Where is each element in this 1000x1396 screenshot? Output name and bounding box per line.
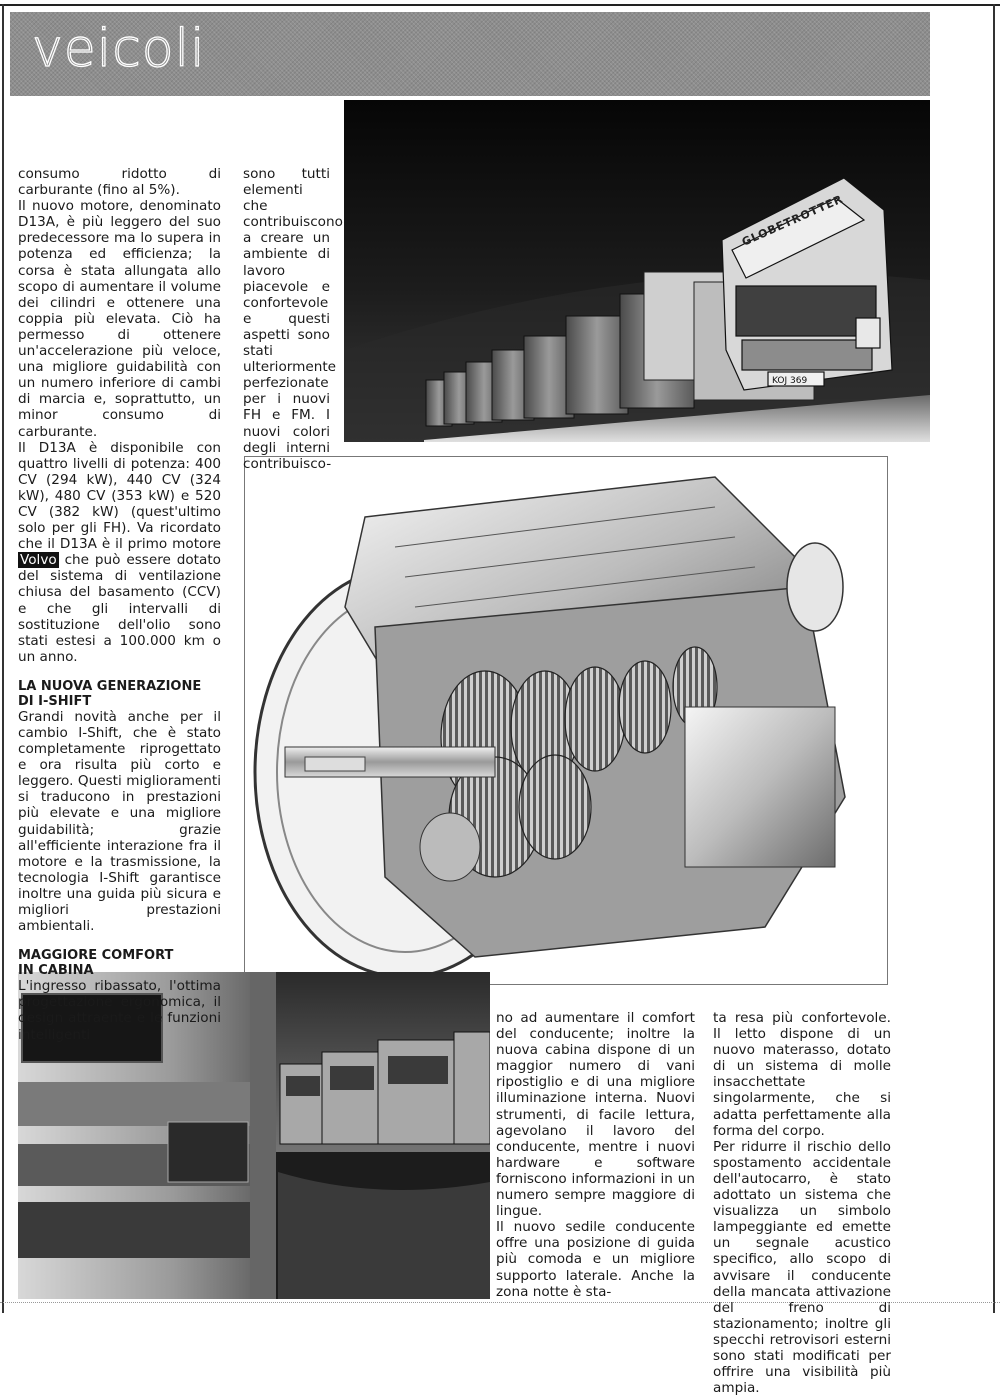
text-column-4 bbox=[713, 1010, 891, 1396]
paragraph bbox=[18, 440, 221, 665]
text-column-2 bbox=[243, 166, 343, 472]
truck-plate-text: KOJ 369 bbox=[772, 376, 808, 386]
section-banner bbox=[10, 12, 930, 96]
truck-visor-lettering: GLOBETROTTER bbox=[739, 192, 846, 249]
text-column-1 bbox=[18, 166, 221, 1043]
paragraph: Il nuovo sedile conducente offre una posizione di guida più comoda e un migliore supporto laterale. Anche la zona notte è sta- bbox=[496, 1219, 695, 1300]
subheading-ishift bbox=[18, 679, 221, 709]
gearbox-cutaway-photo bbox=[244, 456, 888, 985]
paragraph: sono tutti elementi che contribuiscono a creare un ambiente di lavoro piacevole e confortevole e questi aspetti sono stati ulteriormente perfezionate per i nuovi FH e FM. I nuovi colori degli interni contribuisco- bbox=[243, 166, 343, 472]
paragraph: consumo ridotto di carburante (fino al 5%). bbox=[18, 166, 221, 199]
spacer bbox=[18, 665, 221, 679]
paragraph: L'ingresso ribassato, l'ottima progettazione ergonomica, il design attraente e le funzioni intelligenti bbox=[18, 978, 221, 1043]
text-span: Il D13A è disponibile con quattro livelli di potenza: 400 CV (294 kW), 440 CV (324 kW), 480 CV (353 kW) e 520 CV (382 kW) (quest'ultimo solo per gli FH). Va ricordato che il D13A è il primo motore bbox=[18, 439, 221, 553]
text-column-3 bbox=[496, 1010, 695, 1300]
page-frame-top bbox=[0, 4, 1000, 6]
subheading-line: DI I-SHIFT bbox=[18, 693, 92, 709]
paragraph: ta resa più confortevole. Il letto dispone di un nuovo materasso, dotato di un sistema di molle insacchettate singolarmente, che si adatta perfettamente alla forma del corpo. bbox=[713, 1010, 891, 1139]
page-frame-left bbox=[2, 4, 4, 1313]
brand-highlight: Volvo bbox=[20, 552, 57, 569]
paragraph: Per ridurre il rischio dello spostamento accidentale dell'autocarro, è stato adottato un sistema che visualizza un simbolo lampeggiante ed emette un segnale acustico specifico, allo scopo di avvisare il conducente della mancata attivazione del freno di stazionamento; inoltre gli specchi retrovisori esterni sono stati modificati per offrire una visibilità più ampia. bbox=[713, 1138, 891, 1396]
paragraph: Grandi novità anche per il cambio I-Shift, che è stato completamente riprogettato e ora risulta più corto e leggero. Questi miglioramenti si traducono in prestazioni più elevate e una migliore guidabilità; grazie all'efficiente interazione fra il motore e la trasmissione, la tecnologia I-Shift garantisce inoltre una guida più sicura e migliori prestazioni ambientali. bbox=[18, 708, 221, 935]
text-span: che può essere dotato del sistema di ventilazione chiusa del basamento (CCV) e che gli intervalli di sostituzione dell'olio sono stati estesi a 100.000 km o un anno. bbox=[18, 552, 221, 665]
subheading-line: MAGGIORE COMFORT bbox=[18, 948, 174, 964]
subheading-comfort bbox=[18, 948, 221, 978]
paragraph: Il nuovo motore, denominato D13A, è più leggero del suo predecessore ma lo supera in potenza ed efficienza; la corsa è stata allungata allo scopo di aumentare il volume dei cilindri e ottenere una coppia più elevata. Ciò ha permesso di ottenere un'accelerazione più veloce, una migliore guidabilità con un numero inferiore di cambi di marcia e, soprattutto, un minor consumo di carburante. bbox=[18, 198, 221, 440]
subheading-line: IN CABINA bbox=[18, 963, 94, 979]
trucks-row-photo bbox=[344, 100, 930, 442]
page-frame-right bbox=[993, 4, 995, 1313]
spacer bbox=[18, 934, 221, 948]
section-title: veicoli bbox=[32, 19, 206, 79]
paragraph: no ad aumentare il comfort del conducente; inoltre la nuova cabina dispone di un maggior numero di vani ripostiglio e di una migliore illuminazione interna. Nuovi strumenti, di facile lettura, agevolano il lavoro del conducente, mentre i nuovi hardware e software forniscono informazioni in un numero sempre maggiore di lingue. bbox=[496, 1010, 695, 1220]
subheading-line: LA NUOVA GENERAZIONE bbox=[18, 678, 202, 694]
